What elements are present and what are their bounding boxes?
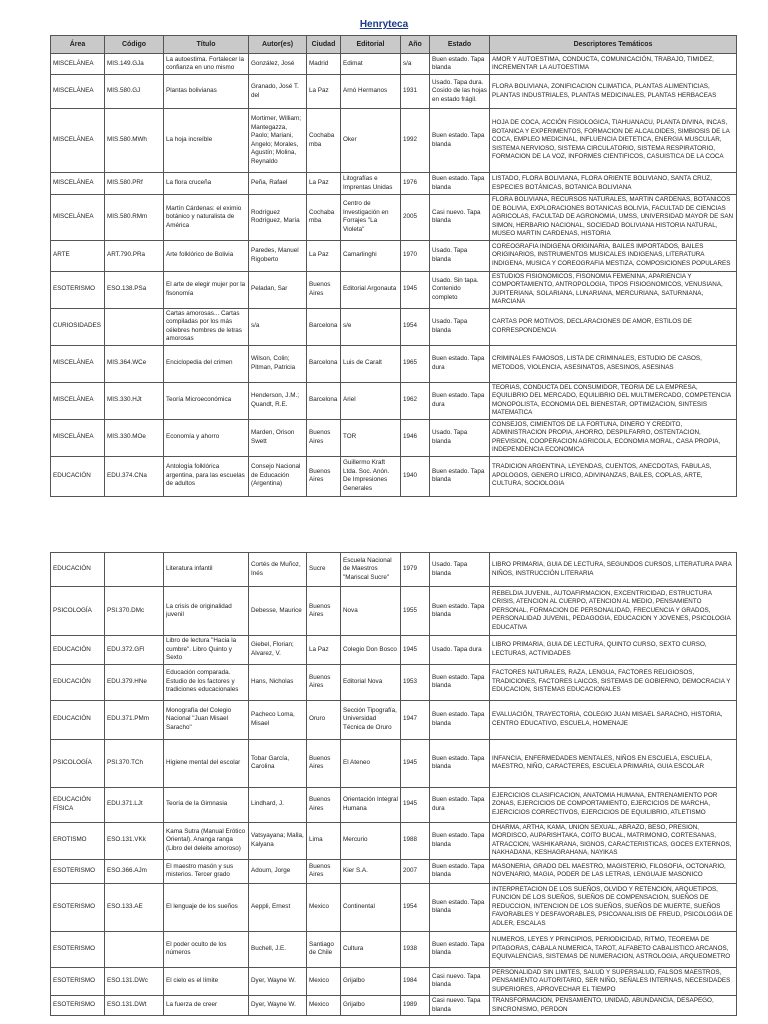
cell-codigo: MIS.580.RMm bbox=[105, 195, 164, 241]
cell-editorial: Ariel bbox=[341, 382, 401, 419]
header-descriptores: Descriptores Temáticos bbox=[490, 36, 737, 54]
cell-estado: Buen estado. Tapa blanda bbox=[430, 109, 490, 173]
cell-editorial: El Ateneo bbox=[341, 739, 401, 787]
cell-ciudad: La Paz bbox=[307, 173, 341, 195]
cell-editorial: Guillermo Kraft Ltda. Soc. Anón. De Impresiones Generales bbox=[341, 456, 401, 496]
cell-estado: Casi nuevo. Tapa blanda bbox=[430, 967, 490, 996]
cell-ciudad: La Paz bbox=[307, 75, 341, 109]
cell-anio: 1938 bbox=[401, 931, 430, 967]
cell-titulo: El arte de elegir mujer por la fisonomía bbox=[164, 271, 249, 308]
table-row bbox=[51, 883, 737, 931]
cell-codigo: MIS.580.MWh bbox=[105, 109, 164, 173]
cell-editorial: Escuela Nacional de Maestros "Mariscal Sucre" bbox=[341, 553, 401, 587]
cell-area: ESOTERISMO bbox=[51, 271, 105, 308]
cell-estado: Usado. Tapa blanda bbox=[430, 308, 490, 345]
cell-area: MISCELÁNEA bbox=[51, 54, 105, 75]
cell-autores: Lindhard, J. bbox=[249, 787, 307, 822]
catalog-table-1 bbox=[50, 35, 737, 497]
cell-anio: 1945 bbox=[401, 739, 430, 787]
cell-titulo: El maestro masón y sus misterios. Tercer grado bbox=[164, 859, 249, 883]
cell-anio: 1940 bbox=[401, 456, 430, 496]
cell-codigo: MIS.330.MOe bbox=[105, 419, 164, 456]
cell-descriptores: PERSONALIDAD SIN LIMITES, SALUD Y SUPERSALUD, FALSOS MAESTROS, PENSAMIENTO AUTORITARIO, SER NIÑO, SEÑALES INTERNAS, NECESIDADES SUPERIORES, APROVECHAR EL TIEMPO bbox=[490, 967, 737, 996]
table-row bbox=[51, 822, 737, 859]
cell-area: EDUCACIÓN bbox=[51, 700, 105, 739]
table-row bbox=[51, 664, 737, 700]
cell-titulo: Libro de lectura "Hacia la cumbre". Libro Quinto y Sexto bbox=[164, 636, 249, 665]
cell-codigo: PSI.370.TCh bbox=[105, 739, 164, 787]
cell-editorial: Edimat bbox=[341, 54, 401, 75]
cell-titulo: Monografía del Colegio Nacional "Juan Misael Saracho" bbox=[164, 700, 249, 739]
cell-anio: 2007 bbox=[401, 859, 430, 883]
cell-codigo: EDU.379.HNe bbox=[105, 664, 164, 700]
cell-autores: Pacheco Loma, Misael bbox=[249, 700, 307, 739]
cell-area: ESOTERISMO bbox=[51, 883, 105, 931]
cell-editorial: TOR bbox=[341, 419, 401, 456]
cell-area: ESOTERISMO bbox=[51, 996, 105, 1016]
cell-estado: Casi nuevo. Tapa blanda bbox=[430, 195, 490, 241]
cell-codigo: PSI.370.DMc bbox=[105, 587, 164, 636]
cell-estado: Buen estado. Tapa blanda bbox=[430, 587, 490, 636]
table-row bbox=[51, 553, 737, 587]
table-row bbox=[51, 271, 737, 308]
cell-area: ESOTERISMO bbox=[51, 967, 105, 996]
cell-codigo: MIS.330.HJt bbox=[105, 382, 164, 419]
cell-estado: Buen estado. Tapa blanda bbox=[430, 739, 490, 787]
cell-estado: Buen estado. Tapa blanda bbox=[430, 883, 490, 931]
cell-estado: Buen estado. Tapa blanda bbox=[430, 859, 490, 883]
cell-titulo: Teoría Microeconómica bbox=[164, 382, 249, 419]
cell-anio: s/a bbox=[401, 54, 430, 75]
cell-codigo: MIS.149.GJa bbox=[105, 54, 164, 75]
cell-area: MISCELÁNEA bbox=[51, 75, 105, 109]
cell-descriptores: FLORA BOLIVIANA, RECURSOS NATURALES, MARTIN CARDENAS, BOTANICOS DE BOLIVIA, EXPLORACIONES BOTANICAS BOLIVIA, FACULTAD DE CIENCIAS AGRICOLAS, FACULTAD DE AGRONOMIA, UMSS, UNIVERSIDAD MAYOR DE SAN SIMON, HERBARIO NACIONAL, SOCIEDAD BOLIVIANA HISTORIA NATURAL, MUSEO MARTIN CARDENAS, HISTORIA bbox=[490, 195, 737, 241]
cell-editorial: Grijalbo bbox=[341, 996, 401, 1016]
cell-ciudad: Lima bbox=[307, 822, 341, 859]
cell-area: EDUCACIÓN FÍSICA bbox=[51, 787, 105, 822]
cell-autores: Consejo Nacional de Educación (Argentina) bbox=[249, 456, 307, 496]
cell-ciudad: Sucre bbox=[307, 553, 341, 587]
cell-descriptores: TRADICION ARGENTINA, LEYENDAS, CUENTOS, ANECDOTAS, FABULAS, APOLOGOS, GENERO LIRICO, ADIVINANZAS, BAILES, COPLAS, ARTE, CULTURA, SOCIOLOGIA bbox=[490, 456, 737, 496]
cell-titulo: Teoría de la Gimnasia bbox=[164, 787, 249, 822]
cell-descriptores: TRANSFORMACION, PENSAMIENTO, UNIDAD, ABUNDANCIA, DESAPEGO, SINCRONISMO, PERDON bbox=[490, 996, 737, 1016]
cell-codigo: MIS.580.GJ bbox=[105, 75, 164, 109]
cell-anio: 1945 bbox=[401, 636, 430, 665]
table-row bbox=[51, 587, 737, 636]
cell-titulo: Educación comparada. Estudio de los factores y tradiciones educacionales bbox=[164, 664, 249, 700]
header-titulo: Título bbox=[164, 36, 249, 54]
cell-titulo: Literatura infantil bbox=[164, 553, 249, 587]
cell-ciudad: Oruro bbox=[307, 700, 341, 739]
cell-estado: Usado. Tapa dura. Cosido de las hojas en estado frágil. bbox=[430, 75, 490, 109]
cell-anio: 1954 bbox=[401, 308, 430, 345]
table-row bbox=[51, 173, 737, 195]
cell-codigo: EDU.372.GFl bbox=[105, 636, 164, 665]
cell-editorial: Editorial Argonauta bbox=[341, 271, 401, 308]
cell-estado: Buen estado. Tapa dura bbox=[430, 787, 490, 822]
cell-codigo: EDU.374.CNa bbox=[105, 456, 164, 496]
cell-area: EROTISMO bbox=[51, 822, 105, 859]
cell-titulo: Economía y ahorro bbox=[164, 419, 249, 456]
cell-descriptores: REBELDIA JUVENIL, AUTOAFIRMACION, EXCENTRICIDAD, ESTRUCTURA CRISIS, ATENCION AL CUERPO, ATENCION AL MEDIO, PENSAMIENTO PERSONAL, FORMACION DE PERSONALIDAD, FRECUENCIA Y GRADOS, PERSONALIDAD JUVENIL, PEDAGOGIA, EDUCACION Y JOVENES, PSICOLOGIA EDUCATIVA bbox=[490, 587, 737, 636]
cell-autores: Cortés de Muñoz, Inés bbox=[249, 553, 307, 587]
header-area: Área bbox=[51, 36, 105, 54]
cell-autores: s/a bbox=[249, 308, 307, 345]
cell-descriptores: CONSEJOS, CIMIENTOS DE LA FORTUNA, DINERO Y CREDITO, ADMINISTRACION PROPIA, AHORRO, DESPILFARRO, OSTENTACION, PREVISION, COOPERACION AGRICOLA, ECONOMIA MORAL, CASA PROPIA, INDEPENDENCIA ECONOMICA bbox=[490, 419, 737, 456]
cell-descriptores: LISTADO, FLORA BOLIVIANA, FLORA ORIENTE BOLIVIANO, SANTA CRUZ, ESPECIES BOTÁNICAS, BOTANICA BOLIVIANA bbox=[490, 173, 737, 195]
cell-codigo: ESO.131.DWc bbox=[105, 967, 164, 996]
cell-estado: Buen estado. Tapa dura bbox=[430, 382, 490, 419]
cell-codigo: EDU.371.PMm bbox=[105, 700, 164, 739]
cell-editorial: Sección Tipografía, Universidad Técnica de Oruro bbox=[341, 700, 401, 739]
table-row bbox=[51, 787, 737, 822]
cell-titulo: La autoestima. Fortalecer la confianza en uno mismo bbox=[164, 54, 249, 75]
cell-editorial: Camarlinghi bbox=[341, 240, 401, 271]
cell-anio: 2005 bbox=[401, 195, 430, 241]
cell-anio: 1992 bbox=[401, 109, 430, 173]
cell-titulo: La hoja increíble bbox=[164, 109, 249, 173]
cell-estado: Usado. Tapa blanda bbox=[430, 553, 490, 587]
cell-descriptores: EJERCICIOS CLASIFICACION, ANATOMIA HUMANA, ENTRENAMIENTO POR ZONAS, EJERCICIOS DE COMPORTAMIENTO, EJERCICIOS DE MARCHA, EJERCICIOS CORRECTIVOS, EJERCICIOS DE EQUILIBRIO, ATLETISMO bbox=[490, 787, 737, 822]
cell-descriptores: INFANCIA, ENFERMEDADES MENTALES, NIÑOS EN ESCUELA, ESCUELA, MAESTRO, NIÑO, CARACTERES, ESCUELA PRIMARIA, GUIA ESCOLAR bbox=[490, 739, 737, 787]
cell-titulo: Martín Cárdenas: el eximio botánico y naturalista de América bbox=[164, 195, 249, 241]
cell-titulo: Enciclopedia del crimen bbox=[164, 345, 249, 382]
cell-ciudad: Buenos Aires bbox=[307, 419, 341, 456]
cell-estado: Usado. Sin tapa. Contenido completo bbox=[430, 271, 490, 308]
cell-ciudad: Buenos Aires bbox=[307, 739, 341, 787]
cell-estado: Buen estado. Tapa blanda bbox=[430, 54, 490, 75]
cell-codigo: ESO.131.DWt bbox=[105, 996, 164, 1016]
cell-ciudad: Buenos Aires bbox=[307, 456, 341, 496]
cell-autores: Vatsyayana; Malla, Kalyana bbox=[249, 822, 307, 859]
cell-titulo: La flora cruceña bbox=[164, 173, 249, 195]
cell-titulo: El lenguaje de los sueños bbox=[164, 883, 249, 931]
cell-editorial: Kier S.A. bbox=[341, 859, 401, 883]
cell-ciudad: Buenos Aires bbox=[307, 859, 341, 883]
cell-editorial: Colegio Don Bosco bbox=[341, 636, 401, 665]
cell-editorial: Mercurio bbox=[341, 822, 401, 859]
cell-area: EDUCACIÓN bbox=[51, 553, 105, 587]
header-autores: Autor(es) bbox=[249, 36, 307, 54]
cell-anio: 1946 bbox=[401, 419, 430, 456]
cell-codigo: EDU.371.LJt bbox=[105, 787, 164, 822]
cell-titulo: Higiene mental del escolar bbox=[164, 739, 249, 787]
cell-editorial: Luis de Caralt bbox=[341, 345, 401, 382]
cell-descriptores: FLORA BOLIVIANA, ZONIFICACION CLIMATICA, PLANTAS ALIMENTICIAS, PLANTAS INDUSTRIALES, PLANTAS MEDICINALES, PLANTAS HERBACEAS bbox=[490, 75, 737, 109]
table-row bbox=[51, 636, 737, 665]
cell-autores: Aeppli, Ernest bbox=[249, 883, 307, 931]
cell-descriptores: INTERPRETACION DE LOS SUEÑOS, OLVIDO Y RETENCION, ARQUETIPOS, FUNCION DE LOS SUEÑOS, SUEÑOS DE COMPENSACION, SUEÑOS DE REDUCCION, INTENCION DE LOS SUEÑOS, SUEÑOS DE MUERTE, SUEÑOS FAVORABLES Y DESFAVORABLES, PSICOANALISIS DE FREUD, PSICOLOGIA DE ADLER, ESCALAS bbox=[490, 883, 737, 931]
cell-autores: Granado, José T. del bbox=[249, 75, 307, 109]
cell-autores: Dyer, Wayne W. bbox=[249, 967, 307, 996]
cell-anio: 1931 bbox=[401, 75, 430, 109]
cell-ciudad: Buenos Aires bbox=[307, 271, 341, 308]
cell-anio: 1970 bbox=[401, 240, 430, 271]
cell-descriptores: EVALUACIÓN, TRAYECTORIA, COLEGIO JUAN MISAEL SARACHO, HISTORIA, CENTRO EDUCATIVO, ESCUELA, HOMENAJE bbox=[490, 700, 737, 739]
cell-ciudad: Buenos Aires bbox=[307, 664, 341, 700]
cell-anio: 1945 bbox=[401, 271, 430, 308]
cell-editorial: Arnó Hermanos bbox=[341, 75, 401, 109]
header-codigo: Código bbox=[105, 36, 164, 54]
header-estado: Estado bbox=[430, 36, 490, 54]
cell-editorial: Nova bbox=[341, 587, 401, 636]
cell-ciudad: Mexico bbox=[307, 883, 341, 931]
cell-editorial: Grijalbo bbox=[341, 967, 401, 996]
cell-descriptores: LIBRO PRIMARIA, GUIA DE LECTURA, SEGUNDOS CURSOS, LITERATURA PARA NIÑOS, INSTRUCCIÓN LITERARIA bbox=[490, 553, 737, 587]
cell-autores: Peña, Rafael bbox=[249, 173, 307, 195]
table-row bbox=[51, 345, 737, 382]
cell-autores: Marden, Orison Swett bbox=[249, 419, 307, 456]
cell-codigo: ESO.133.AE bbox=[105, 883, 164, 931]
cell-estado: Buen estado. Tapa blanda bbox=[430, 173, 490, 195]
cell-estado: Buen estado. Tapa blanda bbox=[430, 700, 490, 739]
cell-autores: Henderson, J.M.; Quandt, R.E. bbox=[249, 382, 307, 419]
cell-anio: 1979 bbox=[401, 553, 430, 587]
cell-autores: Paredes, Manuel Rigoberto bbox=[249, 240, 307, 271]
cell-descriptores: MASONERIA, GRADO DEL MAESTRO, MAGISTERIO, FILOSOFIA, OCTONARIO, NOVENARIO, MAGIA, PODER DE LAS LETRAS, LENGUAJE MASONICO bbox=[490, 859, 737, 883]
table-row bbox=[51, 967, 737, 996]
cell-codigo bbox=[105, 931, 164, 967]
cell-estado: Usado. Tapa dura bbox=[430, 636, 490, 665]
cell-anio: 1962 bbox=[401, 382, 430, 419]
cell-area: EDUCACIÓN bbox=[51, 664, 105, 700]
cell-editorial: Litografías e Imprentas Unidas bbox=[341, 173, 401, 195]
cell-area: EDUCACIÓN bbox=[51, 456, 105, 496]
cell-descriptores: DHARMA, ARTHA, KAMA, UNION SEXUAL, ABRAZO, BESO, PRESION, MORDISCO, AUPARISHTAKA, COITO BUCAL, MATRIMONIO, CORTESANAS, ATRACCION, VASHIKARANA, SIGNOS, CARACTERISTICAS, GOCES EXTERNOS, NAKHADANA, KESHAGRAHANA, NAYIKAS bbox=[490, 822, 737, 859]
cell-autores: Adoum, Jorge bbox=[249, 859, 307, 883]
cell-descriptores: CARTAS POR MOTIVOS, DECLARACIONES DE AMOR, ESTILOS DE CORRESPONDENCIA bbox=[490, 308, 737, 345]
cell-ciudad: Santiago de Chile bbox=[307, 931, 341, 967]
cell-descriptores: TEORIAS, CONDUCTA DEL CONSUMIDOR, TEORIA DE LA EMPRESA, EQUILIBRIO DEL MERCADO, EQUILIBRIO DEL MULTIMERCADO, COMPETENCIA MONOPOLISTA, ECONOMIA DEL BIENESTAR, OPTIMIZACION, SINTESIS MATEMATICA bbox=[490, 382, 737, 419]
cell-area: MISCELÁNEA bbox=[51, 419, 105, 456]
table-row bbox=[51, 54, 737, 75]
table-row bbox=[51, 75, 737, 109]
cell-autores: Wilson, Colin; Pitman, Patricia bbox=[249, 345, 307, 382]
cell-anio: 1965 bbox=[401, 345, 430, 382]
cell-titulo: La crisis de originalidad juvenil bbox=[164, 587, 249, 636]
cell-editorial: s/e bbox=[341, 308, 401, 345]
cell-area: ESOTERISMO bbox=[51, 859, 105, 883]
cell-anio: 1988 bbox=[401, 822, 430, 859]
cell-autores: Giebel, Florian; Alvarez, V. bbox=[249, 636, 307, 665]
cell-autores: Mortimer, William; Mantegazza, Paolo; Mariani, Angelo; Morales, Agustín; Molina, Reynaldo bbox=[249, 109, 307, 173]
cell-descriptores: FACTORES NATURALES, RAZA, LENGUA, FACTORES RELIGIOSOS, TRADICIONES, FACTORES LAICOS, SISTEMAS DE GOBIERNO, DEMOCRACIA Y EDUCACION, SISTEMAS EDUCACIONALES bbox=[490, 664, 737, 700]
table-row bbox=[51, 419, 737, 456]
cell-area: PSICOLOGÍA bbox=[51, 739, 105, 787]
cell-estado: Buen estado. Tapa blanda bbox=[430, 456, 490, 496]
cell-editorial: Cultura bbox=[341, 931, 401, 967]
page-title: Henryteca bbox=[359, 19, 409, 30]
cell-anio: 1947 bbox=[401, 700, 430, 739]
cell-titulo: La fuerza de creer bbox=[164, 996, 249, 1016]
cell-autores: Dyer, Wayne W. bbox=[249, 996, 307, 1016]
cell-estado: Buen estado. Tapa blanda bbox=[430, 822, 490, 859]
cell-titulo: Cartas amorosas... Cartas compiladas por los más célebres hombres de letras amorosas bbox=[164, 308, 249, 345]
cell-estado: Usado. Tapa blanda bbox=[430, 419, 490, 456]
cell-anio: 1955 bbox=[401, 587, 430, 636]
table-row bbox=[51, 382, 737, 419]
cell-autores: Hans, Nicholas bbox=[249, 664, 307, 700]
cell-anio: 1945 bbox=[401, 787, 430, 822]
cell-autores: Peladan, Sar bbox=[249, 271, 307, 308]
cell-codigo bbox=[105, 308, 164, 345]
cell-estado: Casi nuevo. Tapa blanda bbox=[430, 996, 490, 1016]
cell-area: ARTE bbox=[51, 240, 105, 271]
cell-anio: 1984 bbox=[401, 967, 430, 996]
cell-autores: Rodríguez Rodríguez, María bbox=[249, 195, 307, 241]
table-row bbox=[51, 931, 737, 967]
catalog-table-2 bbox=[50, 552, 737, 1016]
cell-editorial: Centro de Investigación en Forrajes "La Violeta" bbox=[341, 195, 401, 241]
cell-titulo: Arte folklórico de Bolivia bbox=[164, 240, 249, 271]
cell-autores: Tobar García, Carolina bbox=[249, 739, 307, 787]
cell-descriptores: ESTUDIOS FISIONOMICOS, FISONOMIA FEMENINA, APARIENCIA Y COMPORTAMIENTO, ANTROPOLOGIA, TIPOS FISIOGNOMICOS, VENUSIANA, JUPITERIANA, SOLARIANA, LUNARIANA, MERCURIANA, SATURNIANA, MARCIANA bbox=[490, 271, 737, 308]
cell-ciudad: Barcelona bbox=[307, 308, 341, 345]
cell-titulo: Antología folklórica argentina, para las escuelas de adultos bbox=[164, 456, 249, 496]
cell-estado: Buen estado. Tapa blanda bbox=[430, 664, 490, 700]
cell-codigo bbox=[105, 553, 164, 587]
cell-ciudad: Barcelona bbox=[307, 382, 341, 419]
table-row bbox=[51, 700, 737, 739]
cell-estado: Buen estado. Tapa dura bbox=[430, 345, 490, 382]
table-row bbox=[51, 240, 737, 271]
cell-editorial: Continental bbox=[341, 883, 401, 931]
cell-autores: Buchell, J.E. bbox=[249, 931, 307, 967]
table-body bbox=[51, 54, 737, 497]
cell-editorial: Oker bbox=[341, 109, 401, 173]
cell-descriptores: COREOGRAFIA INDIGENA ORIGINARIA, BAILES IMPORTADOS, BAILES ORIGINARIOS, INSTRUMENTOS MUSICALES INDIGENAS, LITERATURA INDIGENA, MUSICA Y COREOGRAFIA MESTIZA, COMPOSICIONES POPULARES bbox=[490, 240, 737, 271]
cell-area: CURIOSIDADES bbox=[51, 308, 105, 345]
cell-area: MISCELÁNEA bbox=[51, 382, 105, 419]
cell-anio: 1989 bbox=[401, 996, 430, 1016]
table-row bbox=[51, 859, 737, 883]
cell-ciudad: La Paz bbox=[307, 240, 341, 271]
cell-descriptores: HOJA DE COCA, ACCIÓN FISIOLOGICA, TIAHUANACU, PLANTA DIVINA, INCAS, BOTANICA Y EXPERIMENTOS, FORMACION DE ALCALOIDES, SIMBIOSIS DE LA COCA, EMPLEO MEDICINAL, INFLUENCIA DIETETICA, ENERGIA MUSCULAR, SISTEMA NERVIOSO, SISTEMA CIRCULATORIO, SISTEMA RESPIRATORIO, FORMACION DE LA VOZ, INFORMES CIENTIFICOS, CASUISTICA DE LA COCA bbox=[490, 109, 737, 173]
cell-anio: 1976 bbox=[401, 173, 430, 195]
cell-titulo: El cielo es el límite bbox=[164, 967, 249, 996]
cell-ciudad: Buenos Aires bbox=[307, 587, 341, 636]
cell-ciudad: Barcelona bbox=[307, 345, 341, 382]
cell-estado: Usado. Tapa blanda bbox=[430, 240, 490, 271]
table-row bbox=[51, 308, 737, 345]
table-row bbox=[51, 739, 737, 787]
table-row bbox=[51, 109, 737, 173]
cell-editorial: Editorial Nova bbox=[341, 664, 401, 700]
cell-codigo: ESO.131.VKk bbox=[105, 822, 164, 859]
cell-editorial: Orientación Integral Humana bbox=[341, 787, 401, 822]
cell-titulo: Kama Sutra (Manual Erótico Oriental). Ananga ranga (Libro del deleite amoroso) bbox=[164, 822, 249, 859]
cell-area: ESOTERISMO bbox=[51, 931, 105, 967]
cell-descriptores: NUMEROS, LEYES Y PRINCIPIOS, PERIODICIDAD, RITMO, TEOREMA DE PITAGORAS, CABALA NUMERICA, TAROT, ALFABETO CABALISTICO ARCANOS, EQUIVALENCIAS, SISTEMAS DE NUMERACION, ASTROLOGIA, ARQUEOMETRO bbox=[490, 931, 737, 967]
cell-autores: González, José bbox=[249, 54, 307, 75]
cell-codigo: ESO.138.PSa bbox=[105, 271, 164, 308]
header-anio: Año bbox=[401, 36, 430, 54]
cell-ciudad: Cochabamba bbox=[307, 109, 341, 173]
cell-area: MISCELÁNEA bbox=[51, 173, 105, 195]
header-ciudad: Ciudad bbox=[307, 36, 341, 54]
cell-ciudad: La Paz bbox=[307, 636, 341, 665]
cell-autores: Debesse, Maurice bbox=[249, 587, 307, 636]
cell-codigo: MIS.580.PRf bbox=[105, 173, 164, 195]
cell-codigo: MIS.364.WCe bbox=[105, 345, 164, 382]
cell-area: EDUCACIÓN bbox=[51, 636, 105, 665]
table-row bbox=[51, 456, 737, 496]
cell-ciudad: Cochabamba bbox=[307, 195, 341, 241]
cell-area: MISCELÁNEA bbox=[51, 195, 105, 241]
cell-titulo: Plantas bolivianas bbox=[164, 75, 249, 109]
cell-codigo: ART.790.PRa bbox=[105, 240, 164, 271]
table-row bbox=[51, 195, 737, 241]
cell-anio: 1953 bbox=[401, 664, 430, 700]
cell-descriptores: CRIMINALES FAMOSOS, LISTA DE CRIMINALES, ESTUDIO DE CASOS, METODOS, VIOLENCIA, ASESINATOS, ASESINOS, ASESINAS bbox=[490, 345, 737, 382]
cell-estado: Buen estado. Tapa blanda bbox=[430, 931, 490, 967]
table-body bbox=[51, 553, 737, 1016]
cell-area: MISCELÁNEA bbox=[51, 109, 105, 173]
cell-descriptores: AMOR Y AUTOESTIMA, CONDUCTA, COMUNICACIÓN, TRABAJO, TIMIDEZ, INCREMENTAR LA AUTOESTIMA bbox=[490, 54, 737, 75]
cell-titulo: El poder oculto de los números bbox=[164, 931, 249, 967]
header-row bbox=[51, 36, 737, 54]
cell-area: PSICOLOGÍA bbox=[51, 587, 105, 636]
cell-descriptores: LIBRO PRIMARIA, GUIA DE LECTURA, QUINTO CURSO, SEXTO CURSO, LECTURAS, ACTIVIDADES bbox=[490, 636, 737, 665]
cell-ciudad: Mexico bbox=[307, 996, 341, 1016]
cell-anio: 1954 bbox=[401, 883, 430, 931]
header-editorial: Editorial bbox=[341, 36, 401, 54]
table-row bbox=[51, 996, 737, 1016]
cell-ciudad: Buenos Aires bbox=[307, 787, 341, 822]
cell-codigo: ESO.366.AJm bbox=[105, 859, 164, 883]
cell-ciudad: Madrid bbox=[307, 54, 341, 75]
cell-area: MISCELÁNEA bbox=[51, 345, 105, 382]
cell-ciudad: Mexico bbox=[307, 967, 341, 996]
